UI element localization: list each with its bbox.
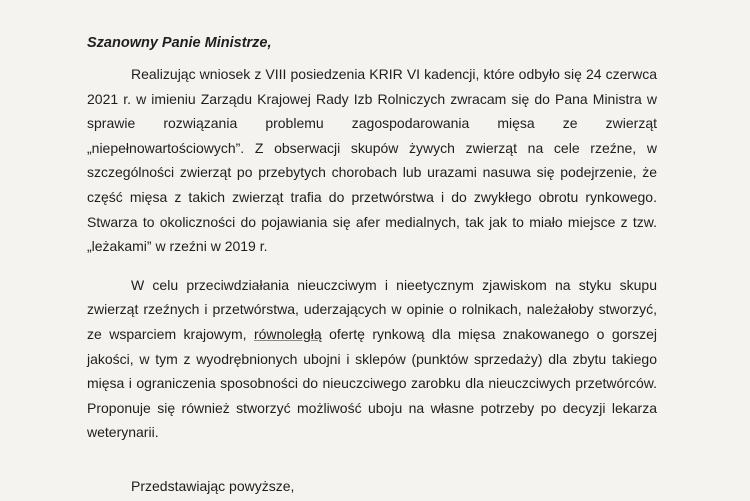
salutation: Szanowny Panie Ministrze, bbox=[87, 35, 272, 51]
paragraph-2-after: ofertę rynkową dla mięsa znakowanego o gorszej jakości, w tym z wyodrębnionych ubojni i sklepów (punktów sprzedaży) dla zbytu takiego mięsa i ograniczenia sposobności do nieuczciwego zarobku dla nieuczciwych przetwórców. Proponuje się również stworzyć możliwość uboju na własne potrzeby po decyzji lekarza weterynarii. bbox=[87, 325, 657, 441]
closing-line: Przedstawiając powyższe, bbox=[131, 478, 295, 494]
paragraph-2-before: W celu przeciwdziałania nieuczciwym i nieetycznym zjawiskom na styku skupu zwierząt rzeźnych i przetwórstwa, uderzających w opinie o rolnikach, należałoby stworzyć, ze wsparciem krajowym, bbox=[87, 276, 657, 342]
paragraph-1: Realizując wniosek z VIII posiedzenia KRIR VI kadencji, które odbyło się 24 czerwca 2021 r. w imieniu Zarządu Krajowej Rady Izb Rolniczych zwracam się do Pana Ministra w sprawie rozwiązania problemu zagospodarowania mięsa ze zwierząt „niepełnowartościowych”. Z obserwacji skupów żywych zwierząt na cele rzeźne, w szczególności zwierząt po przebytych chorobach lub urazami nasuwa się podejrzenie, że część mięsa z takich zwierząt trafia do przetwórstwa i do zwykłego obrotu rynkowego. Stwarza to okoliczności do pojawiania się afer medialnych, tak jak to miało miejsce z tzw. „leżakami” w rzeźni w 2019 r. bbox=[87, 66, 657, 255]
paragraph-2 bbox=[87, 273, 657, 445]
letter-body bbox=[87, 62, 657, 445]
paragraph-2-underlined-word: równoległą bbox=[253, 325, 322, 342]
